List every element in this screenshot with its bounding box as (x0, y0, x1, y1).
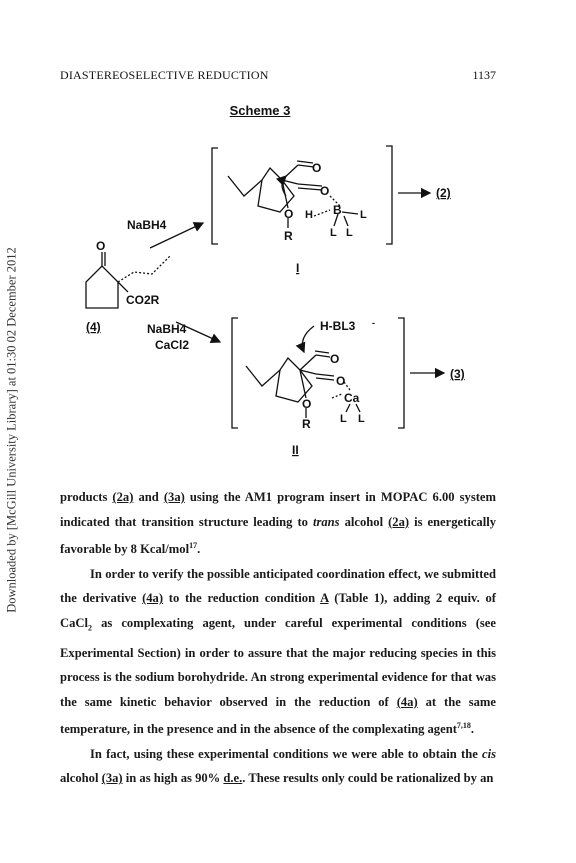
text-segment: (Table 1), adding 2 equiv. of CaCl (60, 591, 496, 630)
ts1-ketone-oxygen: O (312, 161, 322, 175)
running-header-title: DIASTEREOSELECTIVE REDUCTION (60, 68, 269, 82)
text-segment: is energetically favorable by 8 Kcal/mol (60, 514, 496, 557)
text-segment: . (197, 542, 201, 557)
text-segment: products (60, 490, 113, 504)
text-segment: as complexating agent, under careful experimental conditions (see Experimental Section) in order to assure that the major reducing species in this process is the sodium borohydride. An strong experimental evidence for that was the same kinetic behavior observed in the reduction of (60, 615, 496, 709)
substrate-compound-number: (4) (86, 320, 101, 334)
reagent-lower-line-1: NaBH4 (147, 322, 187, 336)
ts1-hydride: H (305, 209, 313, 221)
reagent-upper: NaBH4 (127, 218, 167, 232)
text-segment: 17 (189, 541, 198, 550)
transition-state-1 (212, 146, 392, 244)
ts2-hydride-reagent: H-BL3 (320, 319, 356, 333)
text-segment: to the reduction condition (163, 591, 321, 606)
text-segment: trans (312, 514, 340, 529)
text-segment: . (470, 722, 475, 737)
text-segment: cis (482, 746, 496, 761)
ts2-ligand-1: L (340, 413, 347, 425)
text-segment: 7,18 (456, 721, 471, 731)
text-segment: (2a) (112, 490, 134, 504)
ts1-ester-oxygen: O (320, 184, 330, 198)
text-segment: . These results only could be rationalized by an (242, 771, 494, 786)
ts1-label: I (296, 261, 300, 275)
scheme-title: Scheme 3 (229, 103, 291, 118)
ts2-label: II (292, 443, 299, 457)
paragraph-3 (60, 742, 496, 791)
ts2-hydride-charge: - (372, 318, 375, 328)
text-segment: at the same temperature, in the presence and in the absence of the complexating agent (60, 694, 496, 737)
download-watermark-text: Downloaded by [McGill University Library] at 01:30 02 December 2012 (4, 247, 19, 613)
substrate-ester-label: CO2R (126, 293, 160, 307)
text-segment: d.e. (223, 771, 243, 786)
ts2-ligand-2: L (358, 413, 365, 425)
transition-state-2 (232, 318, 404, 428)
reagent-lower-line-2: CaCl2 (155, 338, 190, 352)
page-number: 1137 (472, 68, 496, 82)
ts2-r-group: R (302, 417, 311, 431)
text-segment: alcohol (60, 771, 102, 786)
ts2-ketone-oxygen: O (330, 352, 340, 366)
ts2-calcium: Ca (344, 391, 360, 405)
text-segment: (4a) (142, 591, 164, 606)
ts1-ligand-2: L (330, 227, 337, 239)
text-segment: (4a) (396, 694, 418, 709)
text-segment: In order to verify the possible anticipated coordination effect, we submitted the derivative (60, 566, 496, 606)
body-text (60, 485, 496, 791)
ts1-ligand-3: L (346, 227, 353, 239)
substrate-ketone-oxygen: O (96, 239, 106, 253)
ts1-ligand-1: L (360, 209, 367, 221)
ts2-ester-oxygen: O (336, 374, 346, 388)
ts1-boron: B (333, 203, 342, 217)
text-segment: (3a) (163, 490, 185, 504)
text-segment: alcohol (339, 514, 389, 529)
text-segment: in as high as 90% (122, 771, 224, 786)
text-segment: using the AM1 program insert in MOPAC 6.00 system indicated that transition structure leading to (60, 490, 497, 529)
paragraph-2 (60, 562, 496, 742)
ts1-r-group: R (284, 229, 293, 243)
text-segment: 2 (88, 623, 92, 633)
paragraph-1 (60, 485, 496, 562)
text-segment: In fact, using these experimental conditions we were able to obtain the (90, 746, 482, 761)
product-upper-label: (2) (436, 186, 451, 200)
ts1-alkoxy-oxygen: O (284, 207, 294, 221)
text-segment: (3a) (101, 771, 123, 786)
text-segment: and (133, 490, 164, 504)
text-segment: A (320, 591, 329, 606)
product-lower-label: (3) (450, 367, 465, 381)
ts2-alkoxy-oxygen: O (302, 397, 312, 411)
text-segment: (2a) (388, 514, 410, 529)
